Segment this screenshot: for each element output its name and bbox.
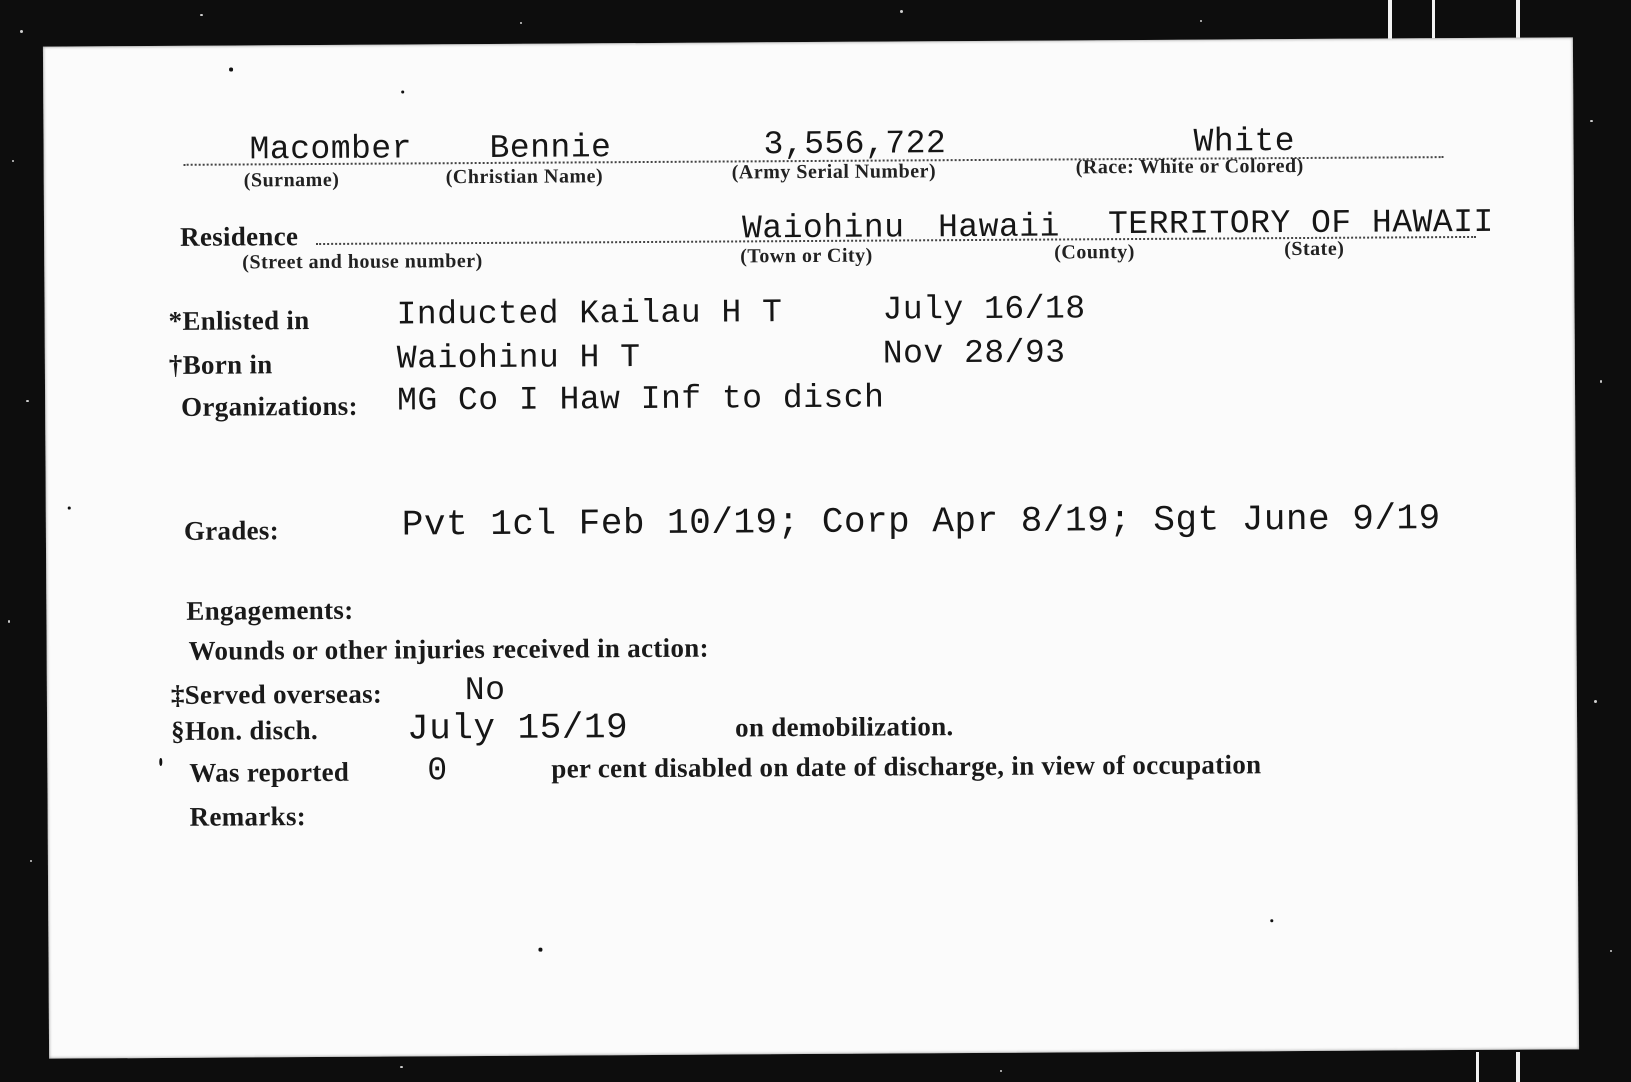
born-date-value: Nov 28/93 (882, 334, 1066, 373)
race-caption: (Race: White or Colored) (1075, 154, 1304, 179)
scan-speck (1610, 950, 1612, 952)
remarks-label: Remarks: (189, 801, 307, 832)
served-overseas-label: ‡Served overseas: (170, 678, 383, 710)
scan-dust-mark (159, 758, 162, 766)
scan-speck (26, 400, 29, 402)
scan-dust-mark (229, 68, 233, 72)
serial-number-caption: (Army Serial Number) (731, 160, 937, 184)
scan-dust-mark (68, 507, 71, 510)
scan-dust-mark (401, 90, 404, 93)
organizations-value: MG Co I Haw Inf to disch (396, 379, 885, 420)
race-value: White (1193, 123, 1296, 161)
disability-label: Was reported (189, 756, 350, 788)
town-caption: (Town or City) (740, 244, 873, 268)
surname-value: Macomber (249, 130, 413, 169)
disability-suffix: per cent disabled on date of discharge, in view of occupation (551, 749, 1262, 784)
scan-speck (1590, 120, 1593, 122)
organizations-label: Organizations: (181, 390, 358, 422)
scan-edge-line (1516, 1052, 1520, 1082)
served-overseas-value: No (464, 671, 506, 710)
scan-speck (1600, 380, 1602, 383)
christian-name-caption: (Christian Name) (445, 165, 604, 189)
scan-speck (900, 10, 903, 13)
surname-caption: (Surname) (243, 168, 340, 192)
residence-state-value: TERRITORY OF HAWAII (1107, 203, 1494, 244)
scan-edge-line (1388, 0, 1392, 40)
scan-speck (12, 160, 14, 162)
scan-speck (520, 22, 522, 24)
scan-speck (20, 30, 23, 33)
residence-label: Residence (179, 221, 299, 252)
street-caption: (Street and house number) (242, 250, 483, 274)
scan-edge-line (1432, 0, 1435, 40)
state-caption: (State) (1284, 237, 1345, 261)
scan-speck (1200, 20, 1202, 22)
hon-disch-label: §Hon. disch. (171, 715, 319, 746)
residence-town-value: Waiohinu (741, 209, 905, 248)
scan-speck (400, 1066, 403, 1068)
disability-value: 0 (427, 752, 448, 790)
scan-speck (200, 14, 203, 16)
grades-label: Grades: (183, 515, 280, 546)
county-caption: (County) (1054, 241, 1135, 264)
serial-number-value: 3,556,722 (763, 125, 947, 164)
service-record-card (43, 37, 1579, 1058)
enlisted-date-value: July 16/18 (882, 290, 1086, 329)
wounds-label: Wounds or other injuries received in action: (188, 632, 709, 666)
scan-dust-mark (538, 948, 542, 952)
christian-name-value: Bennie (489, 129, 612, 167)
scan-edge-line (1516, 0, 1520, 40)
enlisted-place-value: Inducted Kailau H T (396, 294, 783, 334)
residence-county-value: Hawaii (937, 208, 1060, 247)
hon-disch-suffix: on demobilization. (735, 711, 954, 743)
grades-value: Pvt 1cl Feb 10/19; Corp Apr 8/19; Sgt June 9/19 (401, 498, 1441, 546)
hon-disch-date-value: July 15/19 (406, 707, 629, 750)
scan-speck (1000, 1070, 1002, 1072)
engagements-label: Engagements: (186, 594, 354, 626)
scan-edge-line (1476, 1052, 1479, 1082)
scan-speck (8, 620, 10, 623)
scan-dust-mark (1270, 919, 1273, 922)
born-place-value: Waiohinu H T (396, 339, 641, 378)
enlisted-label: *Enlisted in (168, 305, 310, 336)
born-label: †Born in (168, 349, 273, 380)
scan-speck (30, 860, 32, 862)
scan-speck (1594, 700, 1597, 703)
